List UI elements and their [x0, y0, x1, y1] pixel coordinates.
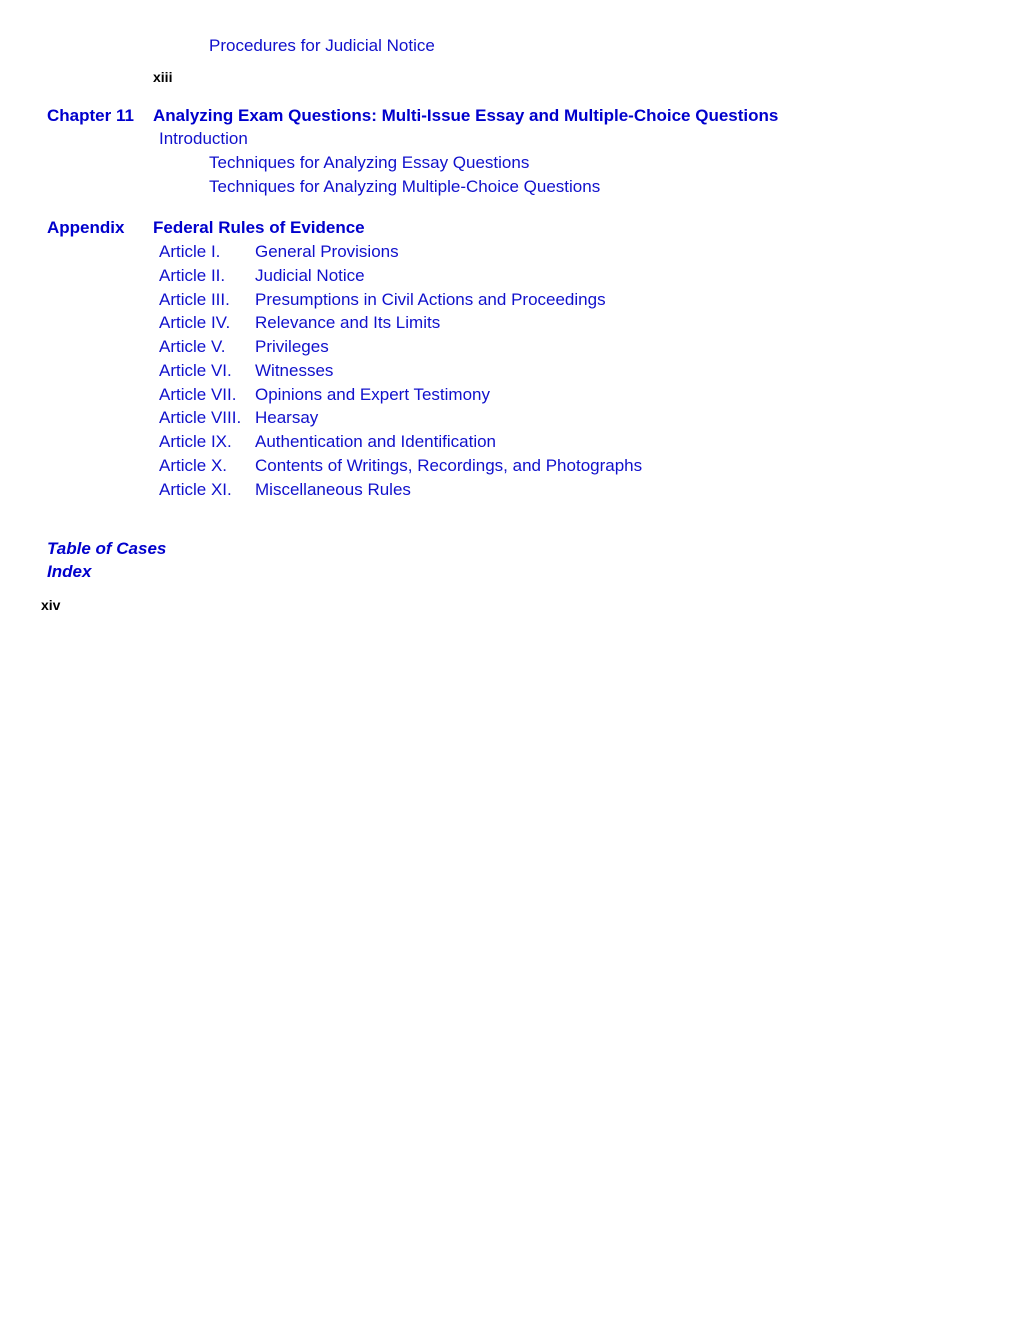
article-number[interactable]: Article VII.	[159, 385, 237, 404]
page-number-xiii: xiii	[153, 69, 173, 85]
article-number[interactable]: Article VI.	[159, 361, 232, 380]
article-title[interactable]: Hearsay	[255, 408, 319, 427]
article-title[interactable]: Relevance and Its Limits	[255, 313, 441, 332]
article-number[interactable]: Article IX.	[159, 432, 232, 451]
toc-link-table-of-cases[interactable]: Table of Cases	[47, 539, 167, 558]
article-title[interactable]: Presumptions in Civil Actions and Proceedings	[255, 290, 606, 309]
article-number[interactable]: Article X.	[159, 456, 228, 475]
article-title[interactable]: Judicial Notice	[255, 266, 365, 285]
article-title[interactable]: Authentication and Identification	[255, 432, 497, 451]
article-number[interactable]: Article XI.	[159, 480, 232, 499]
article-number[interactable]: Article IV.	[159, 313, 231, 332]
chapter-11-label[interactable]: Chapter 11	[47, 106, 134, 125]
article-number[interactable]: Article III.	[159, 290, 230, 309]
article-title[interactable]: General Provisions	[255, 242, 399, 261]
toc-link-introduction[interactable]: Introduction	[159, 129, 248, 148]
article-title[interactable]: Witnesses	[255, 361, 334, 380]
toc-link-multiple-choice-techniques[interactable]: Techniques for Analyzing Multiple-Choice Questions	[209, 177, 601, 196]
toc-link-index[interactable]: Index	[47, 562, 92, 581]
article-title[interactable]: Opinions and Expert Testimony	[255, 385, 490, 404]
article-title[interactable]: Contents of Writings, Recordings, and Photographs	[255, 456, 643, 475]
article-number[interactable]: Article VIII.	[159, 408, 242, 427]
toc-link-essay-techniques[interactable]: Techniques for Analyzing Essay Questions	[209, 153, 530, 172]
article-title[interactable]: Miscellaneous Rules	[255, 480, 411, 499]
chapter-11-title[interactable]: Analyzing Exam Questions: Multi-Issue Essay and Multiple-Choice Questions	[153, 106, 779, 125]
toc-link-procedures-judicial-notice[interactable]: Procedures for Judicial Notice	[209, 36, 435, 55]
article-number[interactable]: Article V.	[159, 337, 226, 356]
page-number-xiv: xiv	[41, 597, 61, 613]
article-number[interactable]: Article II.	[159, 266, 226, 285]
article-title[interactable]: Privileges	[255, 337, 329, 356]
appendix-label[interactable]: Appendix	[47, 218, 125, 237]
appendix-title[interactable]: Federal Rules of Evidence	[153, 218, 365, 237]
article-number[interactable]: Article I.	[159, 242, 221, 261]
